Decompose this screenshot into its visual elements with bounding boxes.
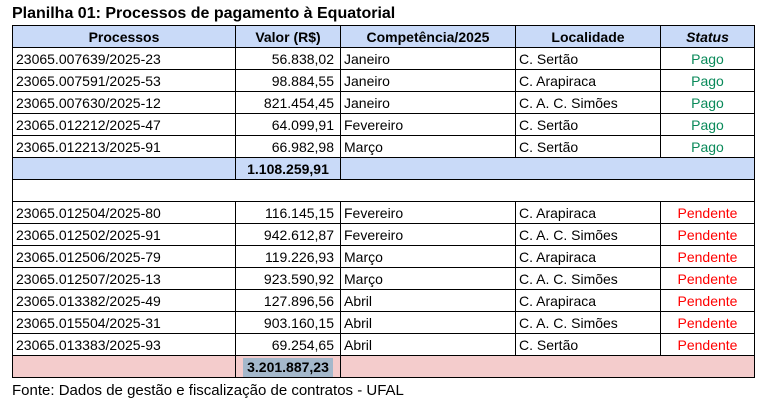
subtotal-pending-value: 3.201.887,23 (243, 358, 333, 377)
source-note: Fonte: Dados de gestão e fiscalização de contratos - UFAL (12, 382, 404, 399)
cell-valor: 903.160,15 (236, 312, 341, 334)
subtotal-paid-fill (341, 158, 755, 180)
cell-valor: 923.590,92 (236, 268, 341, 290)
cell-localidade: C. Arapiraca (516, 290, 661, 312)
cell-processo: 23065.007639/2025-23 (13, 48, 236, 70)
cell-processo: 23065.013383/2025-93 (13, 334, 236, 356)
cell-valor: 116.145,15 (236, 202, 341, 224)
cell-competencia: Março (341, 268, 516, 290)
subtotal-paid-spacer (13, 158, 236, 180)
header-status: Status (661, 26, 755, 48)
table-row (13, 246, 755, 268)
cell-localidade: C. A. C. Simões (516, 312, 661, 334)
cell-competencia: Março (341, 246, 516, 268)
cell-status: Pendente (661, 334, 755, 356)
subtotal-paid-row (13, 158, 755, 180)
table-row (13, 312, 755, 334)
cell-valor: 98.884,55 (236, 70, 341, 92)
cell-competencia: Fevereiro (341, 224, 516, 246)
cell-competencia: Fevereiro (341, 202, 516, 224)
cell-competencia: Janeiro (341, 92, 516, 114)
cell-localidade: C. Sertão (516, 136, 661, 158)
cell-status: Pendente (661, 202, 755, 224)
spacer-row (13, 180, 755, 202)
cell-localidade: C. Sertão (516, 48, 661, 70)
table-row (13, 224, 755, 246)
cell-processo: 23065.015504/2025-31 (13, 312, 236, 334)
cell-localidade: C. Arapiraca (516, 202, 661, 224)
cell-valor: 56.838,02 (236, 48, 341, 70)
cell-competencia: Abril (341, 334, 516, 356)
cell-competencia: Janeiro (341, 48, 516, 70)
cell-status: Pago (661, 92, 755, 114)
cell-status: Pendente (661, 312, 755, 334)
cell-localidade: C. Arapiraca (516, 246, 661, 268)
cell-processo: 23065.013382/2025-49 (13, 290, 236, 312)
table-row (13, 136, 755, 158)
cell-processo: 23065.007591/2025-53 (13, 70, 236, 92)
subtotal-pending-fill (341, 356, 755, 378)
cell-localidade: C. Sertão (516, 334, 661, 356)
cell-processo: 23065.012506/2025-79 (13, 246, 236, 268)
table-row (13, 268, 755, 290)
table-row (13, 202, 755, 224)
cell-valor: 127.896,56 (236, 290, 341, 312)
cell-competencia: Abril (341, 312, 516, 334)
subtotal-pending-cell (236, 356, 341, 378)
cell-localidade: C. A. C. Simões (516, 224, 661, 246)
table-row (13, 290, 755, 312)
payments-table (12, 25, 755, 378)
header-processos: Processos (13, 26, 236, 48)
paid-rows (13, 48, 755, 158)
cell-competencia: Março (341, 136, 516, 158)
header-competencia: Competência/2025 (341, 26, 516, 48)
cell-status: Pago (661, 48, 755, 70)
subtotal-pending-row (13, 356, 755, 378)
cell-status: Pendente (661, 224, 755, 246)
cell-processo: 23065.012213/2025-91 (13, 136, 236, 158)
cell-localidade: C. Sertão (516, 114, 661, 136)
cell-competencia: Fevereiro (341, 114, 516, 136)
cell-processo: 23065.012504/2025-80 (13, 202, 236, 224)
table-row (13, 114, 755, 136)
table-row (13, 334, 755, 356)
cell-valor: 821.454,45 (236, 92, 341, 114)
cell-valor: 69.254,65 (236, 334, 341, 356)
cell-valor: 66.982,98 (236, 136, 341, 158)
cell-localidade: C. A. C. Simões (516, 92, 661, 114)
cell-localidade: C. A. C. Simões (516, 268, 661, 290)
cell-status: Pendente (661, 246, 755, 268)
subtotal-paid-value: 1.108.259,91 (236, 158, 341, 180)
cell-valor: 119.226,93 (236, 246, 341, 268)
cell-competencia: Janeiro (341, 70, 516, 92)
cell-status: Pago (661, 136, 755, 158)
cell-processo: 23065.012507/2025-13 (13, 268, 236, 290)
cell-status: Pendente (661, 290, 755, 312)
subtotal-pending-spacer (13, 356, 236, 378)
cell-processo: 23065.012212/2025-47 (13, 114, 236, 136)
cell-processo: 23065.012502/2025-91 (13, 224, 236, 246)
header-row (13, 26, 755, 48)
cell-localidade: C. Arapiraca (516, 70, 661, 92)
pending-rows (13, 202, 755, 356)
sheet-title: Planilha 01: Processos de pagamento à Equatorial (12, 5, 396, 22)
cell-valor: 942.612,87 (236, 224, 341, 246)
cell-valor: 64.099,91 (236, 114, 341, 136)
header-valor: Valor (R$) (236, 26, 341, 48)
cell-status: Pendente (661, 268, 755, 290)
table-row (13, 92, 755, 114)
table-row (13, 48, 755, 70)
cell-processo: 23065.007630/2025-12 (13, 92, 236, 114)
header-localidade: Localidade (516, 26, 661, 48)
cell-status: Pago (661, 114, 755, 136)
table-row (13, 70, 755, 92)
spacer-cell (13, 180, 755, 202)
cell-status: Pago (661, 70, 755, 92)
cell-competencia: Abril (341, 290, 516, 312)
